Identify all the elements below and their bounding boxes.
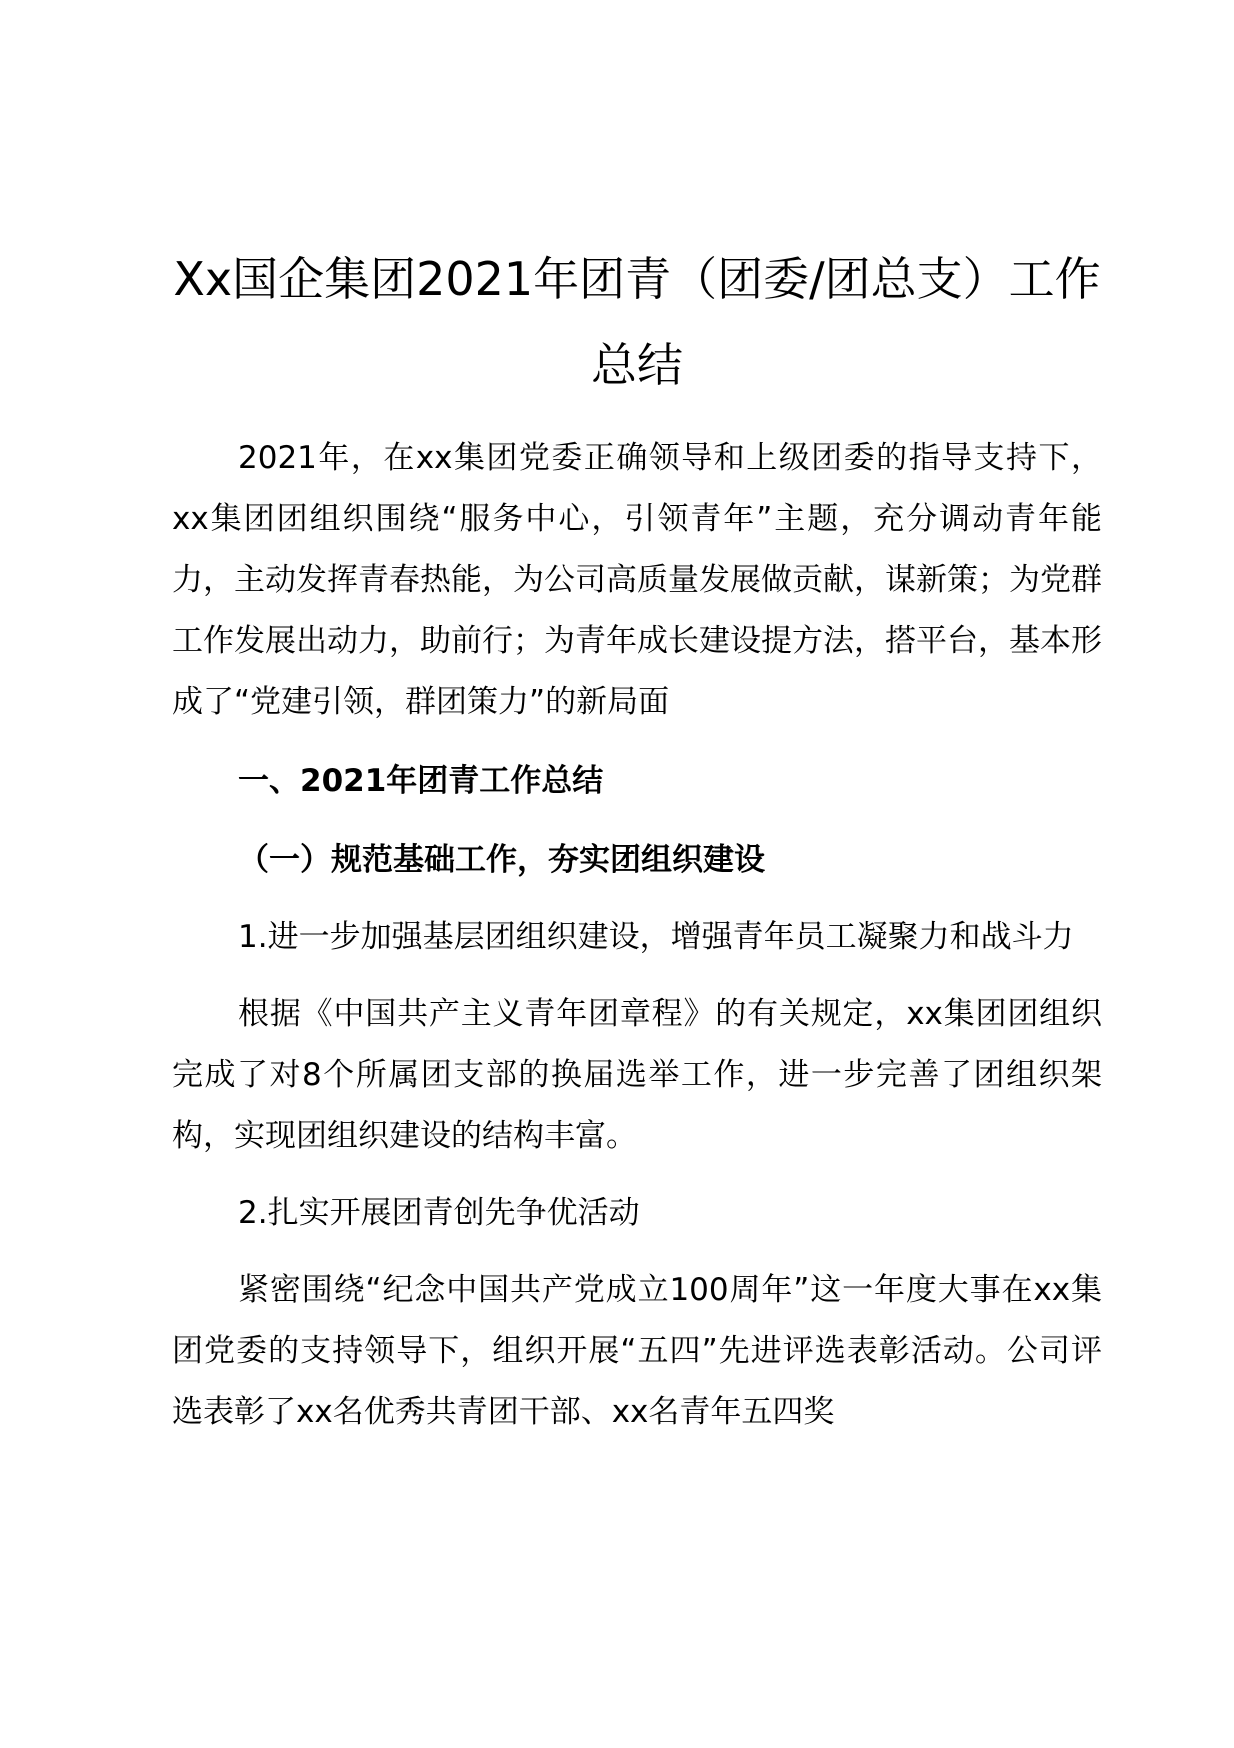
document-body xyxy=(172,236,1102,1443)
item-1-title: 1.进一步加强基层团组织建设，增强青年员工凝聚力和战斗力 xyxy=(238,919,1074,955)
intro-paragraph: 2021年，在xx集团党委正确领导和上级团委的指导支持下，xx集团团组织围绕“服务中心，引领青年”主题，充分调动青年能力，主动发挥青春热能，为公司高质量发展做贡献，谋新策；为党群工作发展出动力，助前行；为青年成长建设提方法，搭平台，基本形成了“党建引领，群团策力”的新局面 xyxy=(172,440,1102,720)
item-1-body: 根据《中国共产主义青年团章程》的有关规定，xx集团团组织完成了对8个所属团支部的换届选举工作，进一步完善了团组织架构，实现团组织建设的结构丰富。 xyxy=(172,996,1102,1154)
document-title: Xx国企集团2021年团青（团委/团总支）工作总结 xyxy=(173,252,1101,392)
item-2-title: 2.扎实开展团青创先争优活动 xyxy=(238,1195,640,1231)
item-2-body: 紧密围绕“纪念中国共产党成立100周年”这一年度大事在xx集团党委的支持领导下，组织开展“五四”先进评选表彰活动。公司评选表彰了xx名优秀共青团干部、xx名青年五四奖 xyxy=(172,1272,1102,1430)
subsection-heading: （一）规范基础工作，夯实团组织建设 xyxy=(238,842,765,878)
section-heading: 一、2021年团青工作总结 xyxy=(238,763,604,799)
